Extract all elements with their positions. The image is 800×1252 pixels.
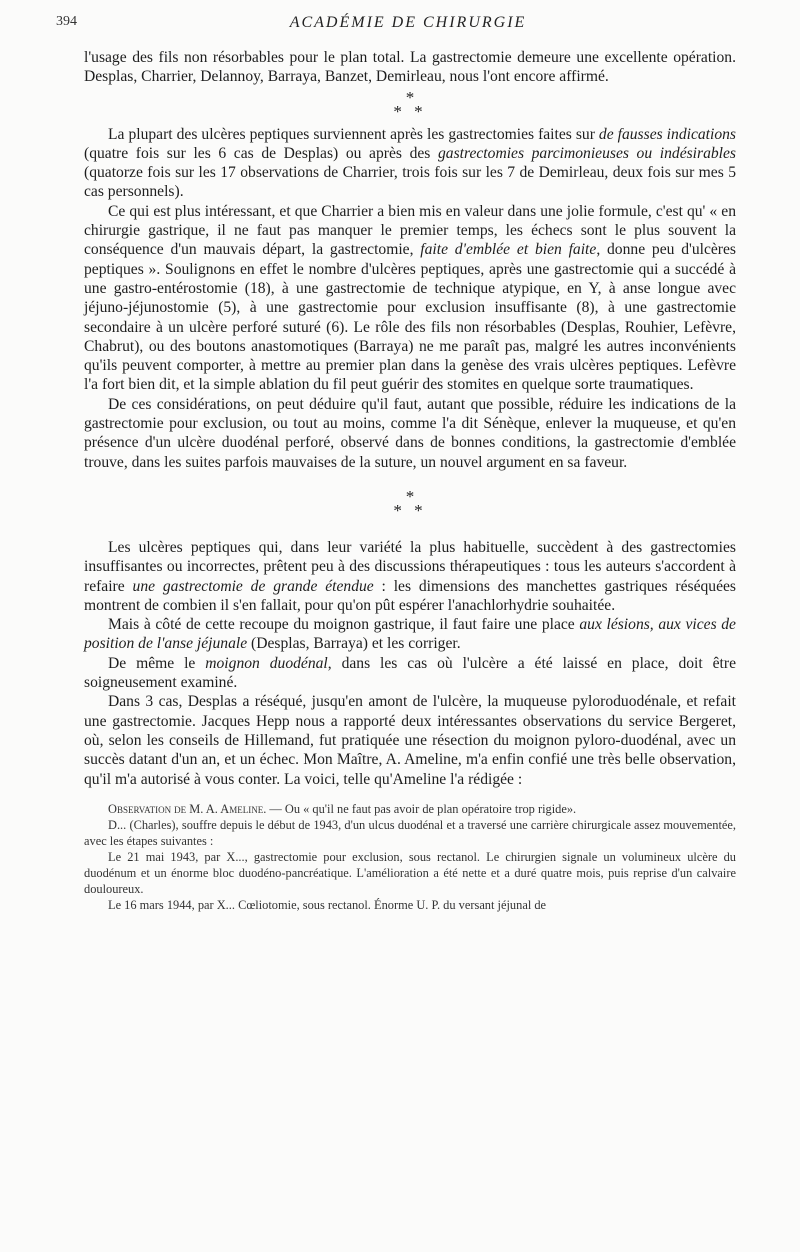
text: Les ulcères peptiques qui, dans leur variété la plus habituelle, succèdent à des gastrectomies insuffisantes ou incorrectes, prêtent peu à des discussions thérapeutiques : tous les auteurs s'accordent à refaire: [84, 538, 736, 595]
paragraph: De ces considérations, on peut déduire qu'il faut, autant que possible, réduire les indications de la gastrectomie pour exclusion, ou tout au moins, comme l'a dit Sénèque, enlever la muqueuse, et qu'en présence d'un ulcère duodénal perforé, observé dans de bonnes conditions, la gastrectomie d'emblée trouve, dans les suites parfois mauvaises de la suture, un nouvel argument en sa faveur.: [84, 395, 736, 471]
observation-block: [84, 801, 736, 913]
text: , donne peu d'ulcères peptiques ». Soulignons en effet le nombre d'ulcères peptiques, après une gastrectomie qui a succédé à une gastro-entérostomie (18), à une gastrectomie de technique atypique, en Y, à anse longue avec jéjuno-jéjunostomie (5), à une gastrectomie pour exclusion insuffisante (8), à une gastrectomie secondaire à un ulcère perforé suturé (6). Le rôle des fils non résorbables (Desplas, Rouhier, Lefèvre, Chabrut), ou des boutons anastomotiques (Barraya) ne me paraît pas, malgré les autres inconvénients qu'ils peuvent comporter, à mettre au premier plan dans la genèse des vrais ulcères peptiques. Lefèvre l'a fort bien dit, et la simple ablation du fil peut guérir des stomites en quelque sorte traumatiques.: [84, 241, 736, 394]
text: Mais à côté de cette recoupe du moignon gastrique, il faut faire une place: [108, 616, 580, 634]
text: (Desplas, Barraya) et les corriger.: [247, 635, 461, 653]
emphasis: moignon duodénal: [205, 654, 328, 672]
separator-star-top: *: [405, 486, 415, 506]
text: Ce qui est plus intéressant, et que Charrier a bien mis en valeur dans une jolie formule, c'est qu' « en chirurgie gastrique, il ne faut pas manquer le premier temps, les échecs sont le plus souvent la conséquence d'un mauvais départ, la gastrectomie,: [84, 202, 736, 259]
emphasis: gastrectomies parcimonieuses ou indésirables: [437, 144, 736, 162]
section-separator: [84, 486, 736, 520]
emphasis: faite d'emblée et bien faite: [420, 241, 597, 259]
paragraph: [84, 125, 736, 202]
text: , dans les cas où l'ulcère a été laissé en place, doit être soigneusement examiné.: [84, 654, 736, 692]
observation-paragraph: Le 16 mars 1944, par X... Cœliotomie, sous rectanol. Énorme U. P. du versant jéjunal de: [108, 897, 547, 912]
emphasis: aux lésions, aux vices de position de l'anse jéjunale: [84, 616, 736, 653]
text: La plupart des ulcères peptiques surviennent après les gastrectomies faites sur: [108, 125, 599, 143]
paragraph: [84, 654, 736, 693]
observation-paragraph: Le 21 mai 1943, par X..., gastrectomie pour exclusion, sous rectanol. Le chirurgien signale un volumineux ulcère du duodénum et un énorme bloc duodéno-pancréatique. L'amélioration a été nette et a duré quatre mois, puis reprise d'un calvaire douloureux.: [84, 849, 736, 896]
observation-paragraph: D... (Charles), souffre depuis le début de 1943, d'un ulcus duodénal et a traversé une carrière chirurgicale assez mouvementée, avec les étapes suivantes :: [84, 817, 736, 848]
body-text: [84, 48, 736, 913]
page-number: 394: [56, 14, 77, 29]
text: : les dimensions des manchettes gastriques réséquées montrent de combien il s'en fallait, pour qu'on pût espérer l'anachlorhydrie souhaitée.: [84, 577, 737, 614]
separator-star-bottom: * *: [393, 500, 427, 520]
emphasis: une gastrectomie de grande étendue: [132, 577, 374, 595]
observation-label: Observation de M. A. Ameline.: [108, 801, 267, 816]
observation-title: — Ou « qu'il ne faut pas avoir de plan opératoire trop rigide».: [266, 801, 577, 816]
text: De même le: [108, 654, 206, 672]
separator-star-top: *: [405, 87, 415, 107]
observation-heading: [84, 801, 736, 817]
page-header: [56, 14, 760, 38]
running-title: ACADÉMIE DE CHIRURGIE: [289, 14, 527, 31]
text: (quatre fois sur les 6 cas de Desplas) ou après des: [84, 144, 438, 162]
section-separator: [84, 87, 736, 121]
text: (quatorze fois sur les 17 observations de Charrier, trois fois sur les 7 de Demirleau, deux fois sur mes 5 cas personnels).: [84, 164, 736, 201]
paragraph: l'usage des fils non résorbables pour le plan total. La gastrectomie demeure une excellente opération. Desplas, Charrier, Delannoy, Barraya, Banzet, Demirleau, nous l'ont encore affirmé.: [84, 49, 736, 86]
paragraph: [84, 202, 736, 395]
paragraph: [84, 538, 736, 615]
separator-star-bottom: * *: [393, 101, 427, 121]
paragraph: Dans 3 cas, Desplas a réséqué, jusqu'en amont de l'ulcère, la muqueuse pyloroduodénale, et refait une gastrectomie. Jacques Hepp nous a rapporté deux intéressantes observations du service Bergeret, où, selon les conseils de Hillemand, fut pratiquée une résection du moignon pyloro-duodénal, avec un succès datant d'un an, et un échec. Mon Maître, A. Ameline, m'a enfin confié une très belle observation, qu'il m'a autorisé à vous conter. La voici, telle qu'Ameline l'a rédigée :: [84, 693, 736, 788]
paragraph: [84, 615, 736, 654]
emphasis: de fausses indications: [598, 125, 736, 143]
